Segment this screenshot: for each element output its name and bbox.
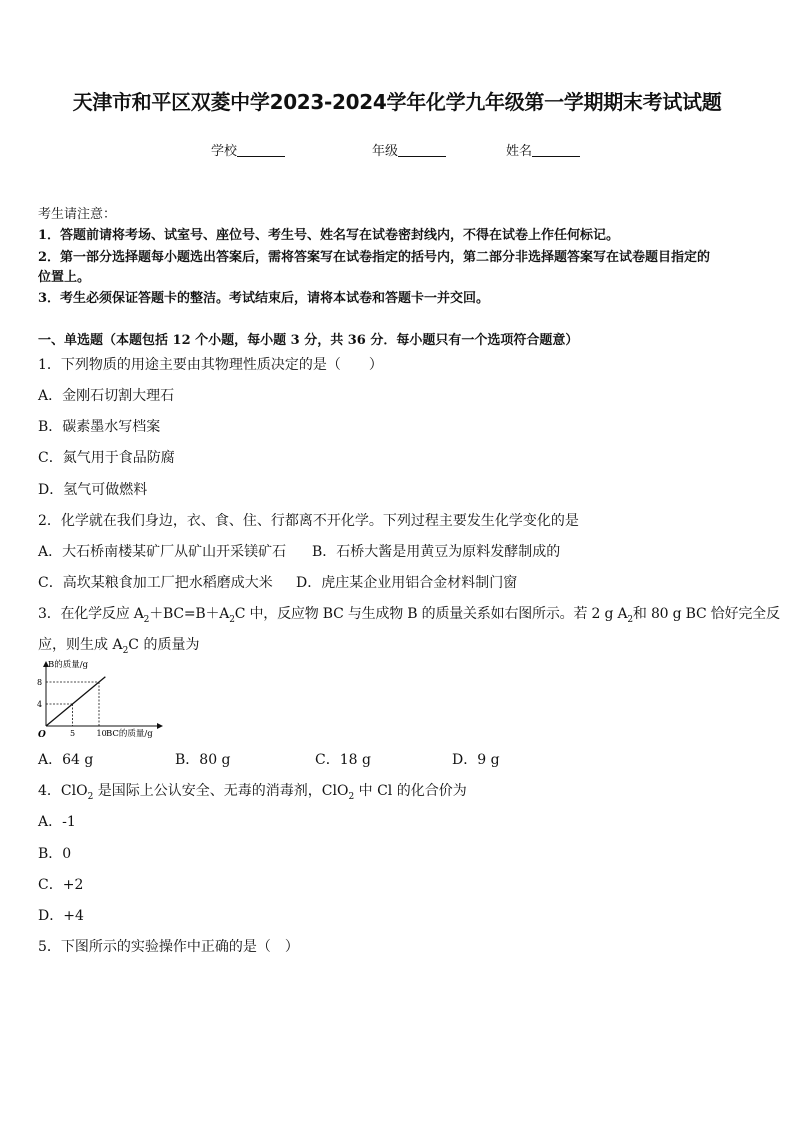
notice-heading: 考生请注意： bbox=[38, 207, 117, 222]
origin-label: O bbox=[38, 730, 46, 740]
q4-option-d: D．+4 bbox=[38, 908, 84, 924]
y-tick-label: 8 bbox=[37, 678, 43, 687]
series-line-b bbox=[46, 677, 105, 726]
q3-stem-part: C 的质量为 bbox=[128, 637, 200, 653]
q2-option-c: C．高坎某粮食加工厂把水稻磨成大米 bbox=[38, 575, 273, 591]
q2-option-a: A．大石桥南楼某矿厂从矿山开采镁矿石 bbox=[38, 544, 287, 560]
q3-stem bbox=[38, 603, 780, 625]
notice-item: 1．答题前请将考场、试室号、座位号、考生号、姓名写在试卷密封线内，不得在试卷上作任何标记。 bbox=[38, 228, 620, 243]
q4-stem-part: 是国际上公认安全、无毒的消毒剂，ClO bbox=[93, 783, 349, 799]
q3-subscript: 2 bbox=[143, 614, 150, 625]
q1-option-d: D．氢气可做燃料 bbox=[38, 482, 148, 498]
q4-subscript: 2 bbox=[87, 791, 94, 802]
q2-option-b: B．石桥大酱是用黄豆为原料发酵制成的 bbox=[312, 544, 561, 560]
q1-option-a: A．金刚石切割大理石 bbox=[38, 388, 175, 404]
name-field bbox=[506, 140, 580, 159]
school-blank[interactable] bbox=[237, 143, 285, 157]
q4-stem-part: 4．ClO bbox=[38, 783, 88, 799]
q4-option-a: A．-1 bbox=[38, 814, 76, 830]
q3-option-b: B．80 g bbox=[175, 752, 231, 768]
q1-stem: 1．下列物质的用途主要由其物理性质决定的是（ ） bbox=[38, 357, 383, 373]
y-axis-label: B的质量/g bbox=[48, 660, 89, 670]
grade-field bbox=[372, 140, 446, 159]
name-blank[interactable] bbox=[532, 143, 580, 157]
q2-stem: 2．化学就在我们身边，衣、食、住、行都离不开化学。下列过程主要发生化学变化的是 bbox=[38, 513, 579, 529]
grade-label: 年级 bbox=[372, 144, 399, 159]
q5-stem: 5．下图所示的实验操作中正确的是（ ） bbox=[38, 939, 299, 955]
q3-stem-part: ＋BC=B＋A bbox=[149, 606, 230, 622]
name-label: 姓名 bbox=[506, 144, 533, 159]
q4-subscript: 2 bbox=[348, 791, 355, 802]
q3-option-a: A．64 g bbox=[38, 752, 94, 768]
q3-chart bbox=[30, 658, 170, 742]
q4-option-c: C．+2 bbox=[38, 877, 84, 893]
q3-stem-part: 应，则生成 A bbox=[38, 637, 123, 653]
q4-stem bbox=[38, 780, 467, 802]
school-field bbox=[211, 140, 285, 159]
section-heading: 一、单选题（本题包括 12 个小题，每小题 3 分，共 36 分．每小题只有一个选项符合题意） bbox=[38, 333, 579, 348]
q1-option-c: C．氮气用于食品防腐 bbox=[38, 450, 175, 466]
page-title: 天津市和平区双菱中学2023-2024学年化学九年级第一学期期末考试试题 bbox=[72, 90, 722, 114]
school-label: 学校 bbox=[211, 144, 238, 159]
y-tick-label: 4 bbox=[37, 700, 43, 709]
x-axis-label: BC的质量/g bbox=[106, 729, 153, 739]
q3-subscript: 2 bbox=[229, 614, 235, 625]
q2-option-d: D．虎庄某企业用铝合金材料制门窗 bbox=[296, 575, 518, 591]
q3-stem-part: C 中，反应物 BC 与生成物 B 的质量关系如右图所示。若 2 g A bbox=[234, 606, 628, 622]
q3-stem-part: 和 80 g BC 恰好完全反 bbox=[632, 606, 780, 622]
q4-stem-part: 中 Cl 的化合价为 bbox=[354, 783, 467, 799]
q3-stem-line2 bbox=[38, 634, 199, 656]
q1-option-b: B．碳素墨水写档案 bbox=[38, 419, 161, 435]
x-tick-label: 5 bbox=[70, 729, 76, 738]
q4-option-b: B．0 bbox=[38, 846, 72, 862]
notice-item: 2．第一部分选择题每小题选出答案后，需将答案写在试卷指定的括号内，第二部分非选择题答案写在试卷题目指定的 bbox=[38, 250, 711, 265]
q3-subscript: 2 bbox=[122, 645, 129, 656]
notice-item: 3．考生必须保证答题卡的整洁。考试结束后，请将本试卷和答题卡一并交回。 bbox=[38, 291, 490, 306]
grade-blank[interactable] bbox=[398, 143, 446, 157]
notice-item: 位置上。 bbox=[38, 270, 91, 285]
q3-stem-part: 3．在化学反应 A bbox=[38, 606, 144, 622]
x-tick-label: 10 bbox=[96, 729, 107, 738]
q3-option-c: C．18 g bbox=[315, 752, 371, 768]
q3-option-d: D．9 g bbox=[452, 752, 500, 768]
q3-subscript: 2 bbox=[627, 614, 633, 625]
